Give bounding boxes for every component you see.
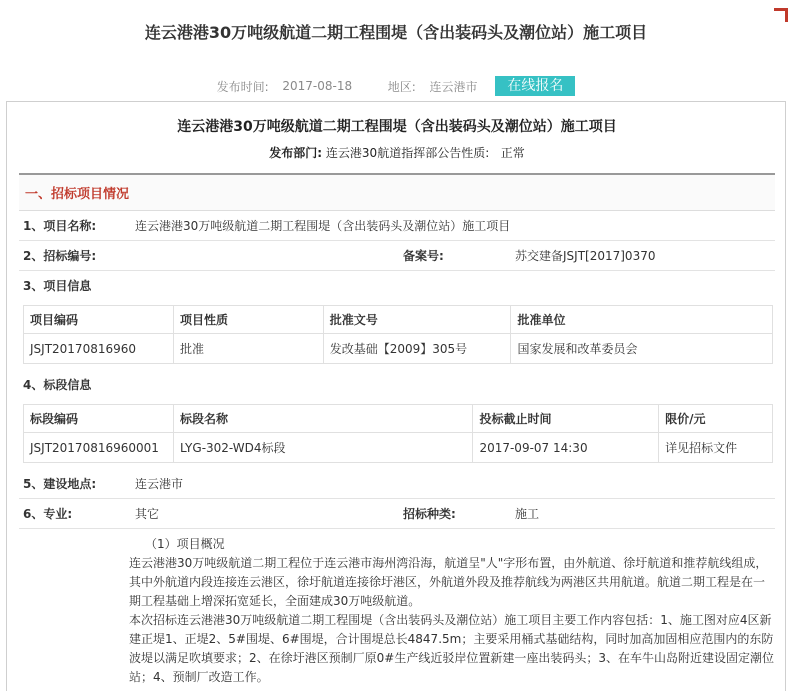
notice-nature: 正常 [500, 146, 525, 160]
table-cell: 2017-09-07 14:30 [473, 433, 659, 463]
table-header-cell: 投标截止时间 [473, 405, 659, 433]
project-info-row [19, 271, 775, 301]
table-header-cell: 项目性质 [173, 306, 323, 334]
table-row [24, 334, 773, 364]
major-label: 6、专业: [23, 507, 73, 521]
major-row [19, 499, 775, 529]
record-no-label: 备案号: [403, 249, 444, 263]
segment-info-table [23, 404, 773, 463]
table-header-cell: 批准单位 [511, 306, 773, 334]
publish-label: 发布时间: [216, 79, 269, 94]
project-overview [19, 529, 775, 687]
table-header-cell: 项目编码 [24, 306, 174, 334]
table-cell: 详见招标文件 [659, 433, 773, 463]
meta-bar [0, 76, 792, 96]
table-cell: LYG-302-WD4标段 [173, 433, 472, 463]
segment-info-label: 4、标段信息 [23, 378, 92, 392]
bid-no-label: 2、招标编号: [23, 249, 97, 263]
notice-content [19, 112, 775, 687]
section-heading: 一、招标项目情况 [19, 173, 775, 211]
project-info-label: 3、项目信息 [23, 279, 92, 293]
project-name-value: 连云港港30万吨级航道二期工程围堤（含出装码头及潮位站）施工项目 [135, 219, 511, 233]
project-name-label: 1、项目名称: [23, 219, 97, 233]
online-signup-button[interactable]: 在线报名 [495, 76, 575, 96]
overview-heading: （1）项目概况 [145, 537, 225, 551]
table-header-row [24, 306, 773, 334]
notice-dept-line [19, 144, 775, 161]
project-info-table [23, 305, 773, 364]
dept-label: 发布部门: [269, 146, 323, 160]
overview-paragraph-2: 本次招标连云港港30万吨级航道二期工程围堤（含出装码头及潮位站）施工项目主要工作内容包括：1、施工图对应4区新建正堤1、正堤2、5#围堤、6#围堤，合计围堤总长4847.5m；主要采用桶式基础结构，同时加高加固相应范围内的东防波堤以满足吹填要求；2、在徐圩港区预制厂原0#生产线近驳岸位置新建一座出装码头；3、在车牛山岛附近建设固定潮位站；4、预制厂改造工作。 [129, 613, 774, 684]
bid-type-label: 招标种类: [403, 507, 456, 521]
major-value: 其它 [135, 507, 160, 521]
region-label: 地区: [387, 79, 416, 94]
location-label: 5、建设地点: [23, 477, 97, 491]
location-value: 连云港市 [135, 477, 184, 491]
notice-frame [6, 101, 786, 691]
table-header-cell: 标段编码 [24, 405, 174, 433]
table-cell: JSJT20170816960 [24, 334, 174, 364]
table-header-row [24, 405, 773, 433]
page-title: 连云港港30万吨级航道二期工程围堤（含出装码头及潮位站）施工项目 [144, 23, 648, 42]
table-cell: 批准 [173, 334, 323, 364]
table-cell: JSJT20170816960001 [24, 433, 174, 463]
notice-title: 连云港港30万吨级航道二期工程围堤（含出装码头及潮位站）施工项目 [177, 119, 617, 135]
record-no-value: 苏交建备JSJT[2017]0370 [515, 249, 656, 263]
table-row [24, 433, 773, 463]
dept-value: 连云港30航道指挥部公告性质: [325, 146, 490, 160]
location-row [19, 469, 775, 499]
table-header-cell: 批准文号 [323, 306, 511, 334]
project-name-row [19, 211, 775, 241]
table-header-cell: 限价/元 [659, 405, 773, 433]
bid-type-value: 施工 [515, 507, 540, 521]
table-cell: 国家发展和改革委员会 [511, 334, 773, 364]
table-cell: 发改基础【2009】305号 [323, 334, 511, 364]
table-header-cell: 标段名称 [173, 405, 472, 433]
segment-info-row [19, 370, 775, 400]
region-value: 连云港市 [429, 79, 478, 94]
overview-paragraph-1: 连云港港30万吨级航道二期工程位于连云港市海州湾沿海，航道呈"人"字形布置，由外航道、徐圩航道和推荐航线组成，其中外航道内段连接连云港区，徐圩航道连接徐圩港区，外航道外段及推荐航线为两港区共用航道。航道二期工程是在一期工程基础上增深拓宽延长，全面建成30万吨级航道。 [129, 556, 768, 608]
publish-date: 2017-08-18 [282, 79, 353, 93]
bid-no-row [19, 241, 775, 271]
